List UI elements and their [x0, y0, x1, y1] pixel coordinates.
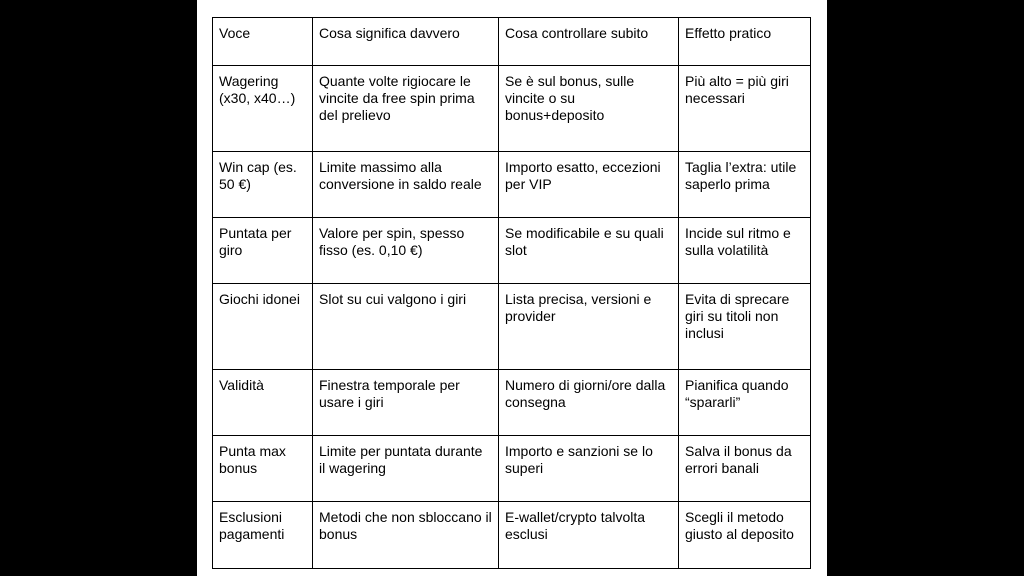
free-spin-terms-table [212, 17, 811, 569]
table-cell: Se modificabile e su quali slot [499, 218, 679, 284]
table-cell: Incide sul ritmo e sulla volatilità [679, 218, 811, 284]
table-cell: Punta max bonus [213, 436, 313, 502]
header-cell-meaning: Cosa significa davvero [313, 18, 499, 66]
table-row [213, 436, 811, 502]
table-cell: Validità [213, 370, 313, 436]
table-cell: Win cap (es. 50 €) [213, 152, 313, 218]
table-row [213, 218, 811, 284]
table-cell: Se è sul bonus, sulle vincite o su bonus+deposito [499, 66, 679, 152]
table-cell: Salva il bonus da errori banali [679, 436, 811, 502]
table-cell: Esclusioni pagamenti [213, 502, 313, 569]
table-cell: Quante volte rigiocare le vincite da free spin prima del prelievo [313, 66, 499, 152]
table-cell: Limite per puntata durante il wagering [313, 436, 499, 502]
table-cell: Slot su cui valgono i giri [313, 284, 499, 370]
table-cell: Pianifica quando “spararli” [679, 370, 811, 436]
table-cell: Taglia l’extra: utile saperlo prima [679, 152, 811, 218]
table-cell: Puntata per giro [213, 218, 313, 284]
table-cell: Giochi idonei [213, 284, 313, 370]
table-row [213, 66, 811, 152]
table-cell: Lista precisa, versioni e provider [499, 284, 679, 370]
table-header-row [213, 18, 811, 66]
table-cell: Numero di giorni/ore dalla consegna [499, 370, 679, 436]
table-cell: Metodi che non sbloccano il bonus [313, 502, 499, 569]
table-cell: Valore per spin, spesso fisso (es. 0,10 €) [313, 218, 499, 284]
header-cell-check: Cosa controllare subito [499, 18, 679, 66]
table-row [213, 284, 811, 370]
table-cell: Più alto = più giri necessari [679, 66, 811, 152]
table-cell: Importo esatto, eccezioni per VIP [499, 152, 679, 218]
table-row [213, 502, 811, 569]
table-cell: E-wallet/crypto talvolta esclusi [499, 502, 679, 569]
document-page [197, 0, 827, 576]
header-cell-voce: Voce [213, 18, 313, 66]
table-cell: Scegli il metodo giusto al deposito [679, 502, 811, 569]
table-cell: Limite massimo alla conversione in saldo reale [313, 152, 499, 218]
header-cell-effect: Effetto pratico [679, 18, 811, 66]
table-row [213, 152, 811, 218]
table-cell: Importo e sanzioni se lo superi [499, 436, 679, 502]
table-cell: Evita di sprecare giri su titoli non inclusi [679, 284, 811, 370]
table-cell: Finestra temporale per usare i giri [313, 370, 499, 436]
table-cell: Wagering (x30, x40…) [213, 66, 313, 152]
table-row [213, 370, 811, 436]
